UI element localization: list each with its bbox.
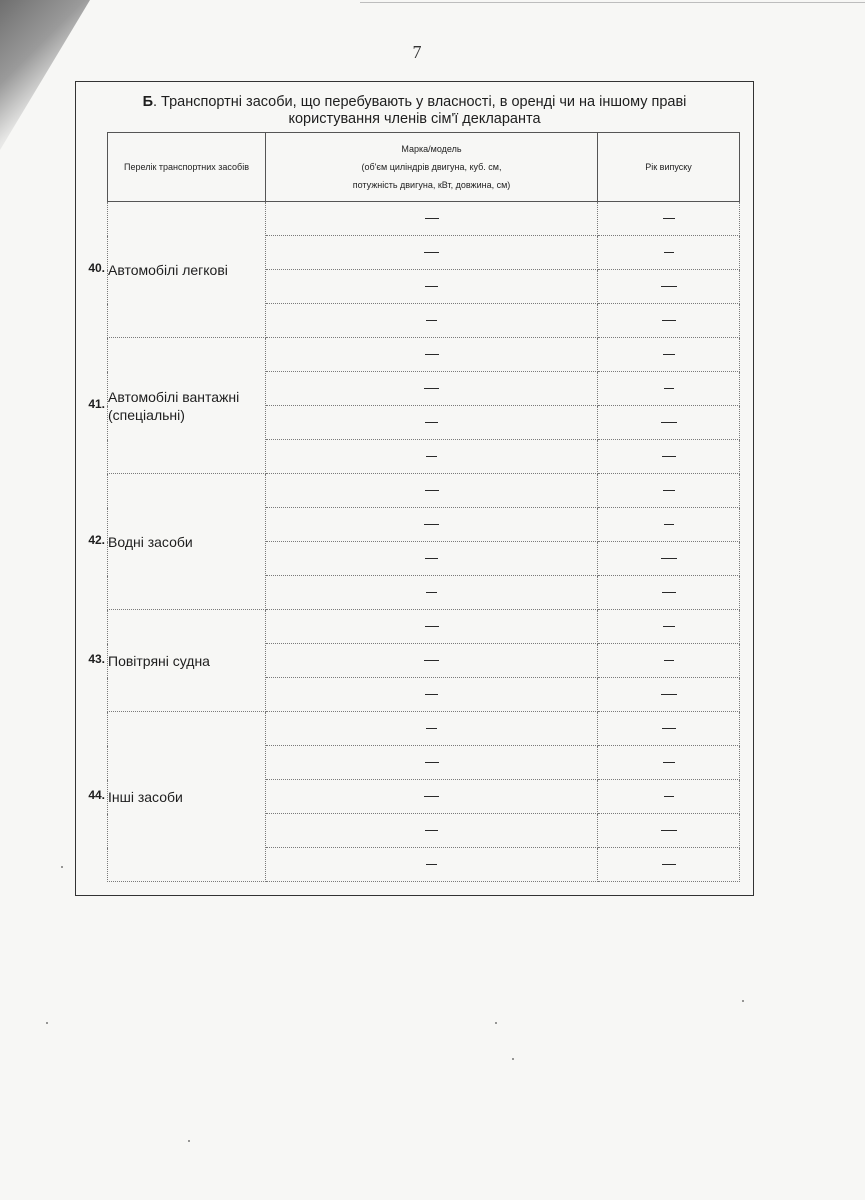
table-header-row [108, 133, 740, 202]
model-cell [266, 576, 598, 610]
header-year: Рік випуску [598, 133, 740, 202]
table-row [108, 712, 740, 746]
empty-dash [425, 762, 439, 763]
model-cell [266, 780, 598, 814]
empty-dash [425, 490, 439, 491]
empty-dash [425, 830, 438, 831]
empty-dash [661, 422, 677, 423]
header-model-line1: Марка/модель [401, 144, 462, 154]
year-cell [598, 372, 740, 406]
year-cell [598, 270, 740, 304]
empty-dash [663, 762, 675, 763]
empty-dash [424, 252, 439, 253]
header-model-line3: потужність двигуна, кВт, довжина, см) [352, 180, 511, 190]
year-cell [598, 644, 740, 678]
empty-dash [664, 252, 674, 253]
model-cell [266, 542, 598, 576]
header-model-line2: (об'єм циліндрів двигуна, куб. см, [361, 162, 502, 172]
empty-dash [426, 864, 437, 865]
category-label: Автомобілі легкові [108, 261, 228, 278]
model-cell [266, 440, 598, 474]
year-cell [598, 406, 740, 440]
empty-dash [426, 592, 437, 593]
year-cell [598, 746, 740, 780]
empty-dash [661, 558, 677, 559]
section-letter: Б [142, 94, 153, 110]
empty-dash [424, 796, 439, 797]
category-label: Повітряні судна [108, 652, 210, 669]
year-cell [598, 542, 740, 576]
year-cell [598, 712, 740, 746]
model-cell [266, 236, 598, 270]
scan-speck [46, 1022, 48, 1024]
model-cell [266, 814, 598, 848]
section-title-line1: . Транспортні засоби, що перебувають у власності, в оренді чи на іншому праві [153, 94, 687, 110]
empty-dash [425, 218, 439, 219]
model-cell [266, 610, 598, 644]
empty-dash [661, 694, 677, 695]
header-model [266, 133, 598, 202]
year-cell [598, 508, 740, 542]
empty-dash [425, 558, 438, 559]
empty-dash [663, 218, 675, 219]
vehicles-table [107, 132, 740, 882]
group-number: 41. [88, 397, 105, 411]
category-cell [108, 202, 266, 338]
year-cell [598, 848, 740, 882]
table-row [108, 202, 740, 236]
empty-dash [661, 830, 677, 831]
model-cell [266, 712, 598, 746]
model-cell [266, 270, 598, 304]
page-number: 7 [412, 42, 422, 62]
empty-dash [426, 456, 437, 457]
empty-dash [424, 524, 439, 525]
section-title [75, 94, 754, 128]
category-cell [108, 712, 266, 882]
empty-dash [664, 660, 674, 661]
category-label: Автомобілі вантажні (спеціальні) [108, 388, 240, 423]
header-category: Перелік транспортних засобів [108, 133, 266, 202]
empty-dash [426, 320, 437, 321]
model-cell [266, 202, 598, 236]
model-cell [266, 338, 598, 372]
group-number: 43. [88, 652, 105, 666]
empty-dash [425, 626, 439, 627]
category-label: Інші засоби [108, 788, 183, 805]
table-row [108, 474, 740, 508]
category-label: Водні засоби [108, 533, 193, 550]
model-cell [266, 304, 598, 338]
year-cell [598, 678, 740, 712]
scan-speck [495, 1022, 497, 1024]
empty-dash [662, 592, 676, 593]
model-cell [266, 644, 598, 678]
scan-speck [742, 1000, 744, 1002]
empty-dash [425, 694, 438, 695]
empty-dash [663, 490, 675, 491]
empty-dash [425, 422, 438, 423]
year-cell [598, 338, 740, 372]
empty-dash [664, 388, 674, 389]
model-cell [266, 474, 598, 508]
empty-dash [662, 728, 676, 729]
model-cell [266, 746, 598, 780]
scan-speck [61, 866, 63, 868]
empty-dash [662, 456, 676, 457]
group-number: 40. [88, 261, 105, 275]
group-number: 44. [88, 788, 105, 802]
year-cell [598, 236, 740, 270]
model-cell [266, 508, 598, 542]
table-row [108, 338, 740, 372]
year-cell [598, 474, 740, 508]
empty-dash [662, 320, 676, 321]
empty-dash [425, 354, 439, 355]
empty-dash [424, 660, 439, 661]
year-cell [598, 576, 740, 610]
year-cell [598, 202, 740, 236]
table-body [108, 202, 740, 882]
scan-speck [512, 1058, 514, 1060]
section-title-line2: користування членів сім'ї декларанта [288, 111, 541, 127]
group-number: 42. [88, 533, 105, 547]
empty-dash [664, 524, 674, 525]
year-cell [598, 304, 740, 338]
empty-dash [425, 286, 438, 287]
category-cell [108, 474, 266, 610]
category-cell [108, 610, 266, 712]
empty-dash [424, 388, 439, 389]
empty-dash [661, 286, 677, 287]
year-cell [598, 814, 740, 848]
category-cell [108, 338, 266, 474]
scan-edge-line [360, 2, 865, 3]
empty-dash [426, 728, 437, 729]
table-row [108, 610, 740, 644]
model-cell [266, 848, 598, 882]
year-cell [598, 780, 740, 814]
year-cell [598, 610, 740, 644]
empty-dash [663, 354, 675, 355]
empty-dash [662, 864, 676, 865]
model-cell [266, 678, 598, 712]
empty-dash [664, 796, 674, 797]
empty-dash [663, 626, 675, 627]
scan-speck [188, 1140, 190, 1142]
model-cell [266, 406, 598, 440]
model-cell [266, 372, 598, 406]
year-cell [598, 440, 740, 474]
